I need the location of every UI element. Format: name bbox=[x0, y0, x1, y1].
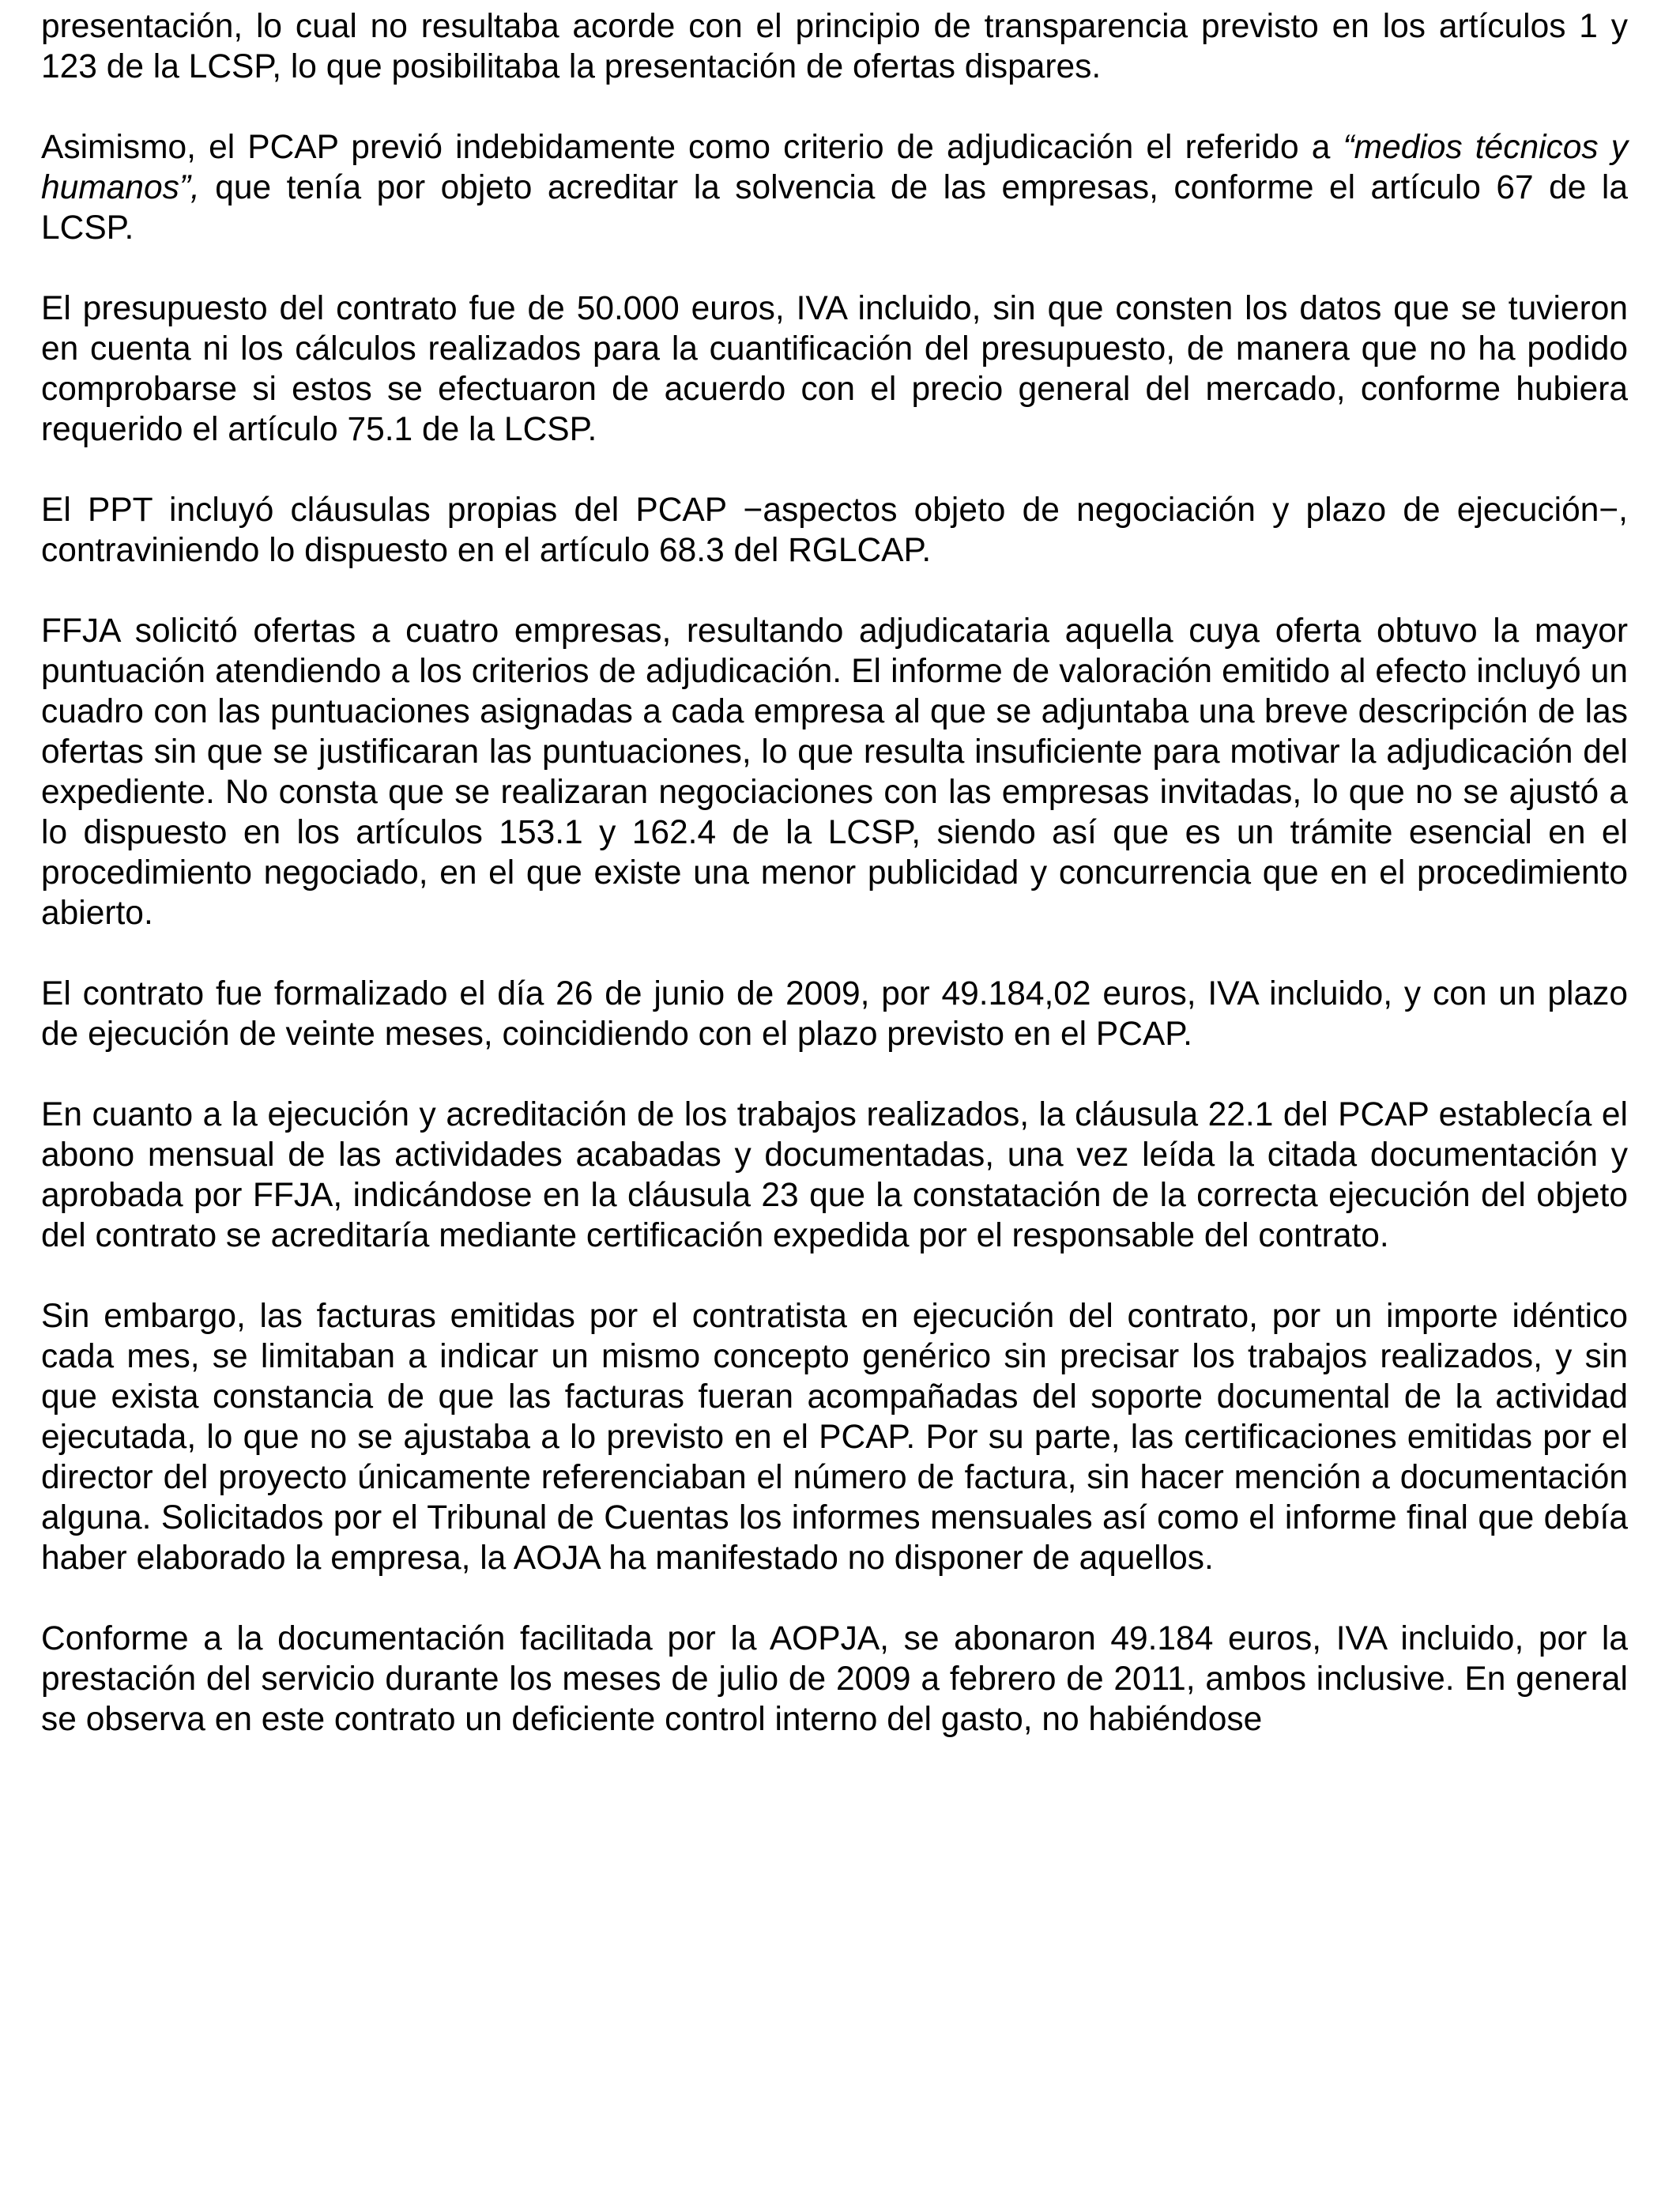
paragraph-7: En cuanto a la ejecución y acreditación de los trabajos realizados, la cláusula 22.1 del PCAP establecía el abono mensual de las actividades acabadas y documentadas, una vez leída la citada documentación y aprobada por FFJA, indicándose en la cláusula 23 que la constatación de la correcta ejecución del objeto del contrato se acreditaría mediante certificación expedida por el responsable del contrato. bbox=[41, 1096, 1628, 1254]
paragraph-8: Sin embargo, las facturas emitidas por el contratista en ejecución del contrato, por un importe idéntico cada mes, se limitaban a indicar un mismo concepto genérico sin precisar los trabajos realizados, y sin que exista constancia de que las facturas fueran acompañadas del soporte documental de la actividad ejecutada, lo que no se ajustaba a lo previsto en el PCAP. Por su parte, las certificaciones emitidas por el director del proyecto únicamente referenciaban el número de factura, sin hacer mención a documentación alguna. Solicitados por el Tribunal de Cuentas los informes mensuales así como el informe final que debía haber elaborado la empresa, la AOJA ha manifestado no disponer de aquellos. bbox=[41, 1298, 1628, 1577]
paragraph-6: El contrato fue formalizado el día 26 de junio de 2009, por 49.184,02 euros, IVA incluido, y con un plazo de ejecución de veinte meses, coincidiendo con el plazo previsto en el PCAP. bbox=[41, 975, 1628, 1053]
paragraph-4: El PPT incluyó cláusulas propias del PCAP −aspectos objeto de negociación y plazo de ejecución−, contraviniendo lo dispuesto en el artículo 68.3 del RGLCAP. bbox=[41, 492, 1628, 569]
document-page bbox=[41, 6, 1628, 1740]
paragraph-2 bbox=[41, 127, 1628, 248]
paragraph-2-italic-quote: “medios técnicos y humanos”, bbox=[41, 129, 1628, 206]
paragraph-3: El presupuesto del contrato fue de 50.000 euros, IVA incluido, sin que consten los datos que se tuvieron en cuenta ni los cálculos realizados para la cuantificación del presupuesto, de manera que no ha podido comprobarse si estos se efectuaron de acuerdo con el precio general del mercado, conforme hubiera requerido el artículo 75.1 de la LCSP. bbox=[41, 290, 1628, 448]
paragraph-2-after: que tenía por objeto acreditar la solvencia de las empresas, conforme el artículo 67 de la LCSP. bbox=[41, 169, 1628, 247]
paragraph-5: FFJA solicitó ofertas a cuatro empresas, resultando adjudicataria aquella cuya oferta obtuvo la mayor puntuación atendiendo a los criterios de adjudicación. El informe de valoración emitido al efecto incluyó un cuadro con las puntuaciones asignadas a cada empresa al que se adjuntaba una breve descripción de las ofertas sin que se justificaran las puntuaciones, lo que resulta insuficiente para motivar la adjudicación del expediente. No consta que se realizaran negociaciones con las empresas invitadas, lo que no se ajustó a lo dispuesto en los artículos 153.1 y 162.4 de la LCSP, siendo así que es un trámite esencial en el procedimiento negociado, en el que existe una menor publicidad y concurrencia que en el procedimiento abierto. bbox=[41, 613, 1628, 932]
paragraph-2-before: Asimismo, el PCAP previó indebidamente como criterio de adjudicación el referido a bbox=[41, 129, 1343, 166]
paragraph-1: presentación, lo cual no resultaba acorde con el principio de transparencia previsto en los artículos 1 y 123 de la LCSP, lo que posibilitaba la presentación de ofertas dispares. bbox=[41, 8, 1628, 85]
paragraph-9: Conforme a la documentación facilitada por la AOPJA, se abonaron 49.184 euros, IVA incluido, por la prestación del servicio durante los meses de julio de 2009 a febrero de 2011, ambos inclusive. En general se observa en este contrato un deficiente control interno del gasto, no habiéndose bbox=[41, 1620, 1628, 1738]
